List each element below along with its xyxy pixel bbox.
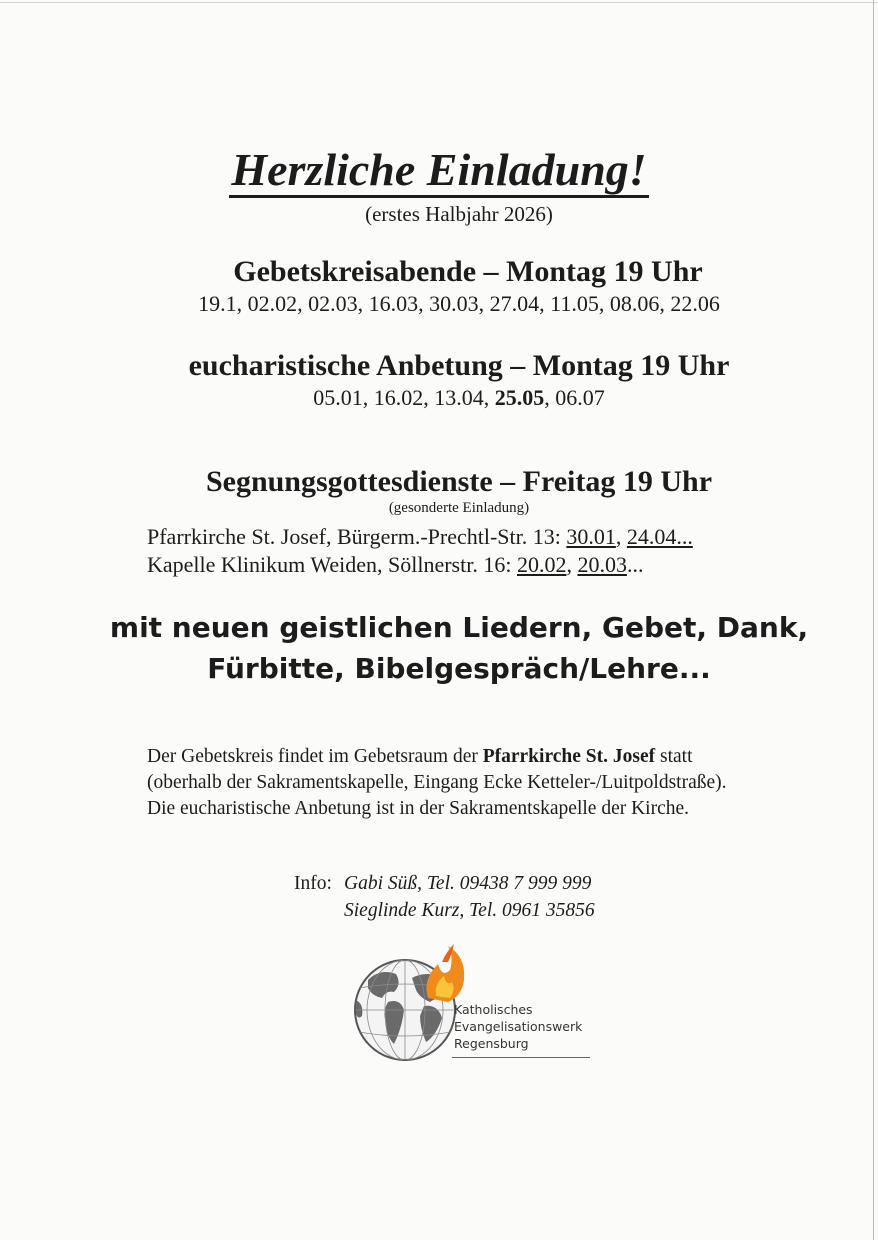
tagline-line-2: Fürbitte, Bibelgespräch/Lehre... — [207, 652, 711, 685]
adoration-date-highlight: 25.05 — [494, 385, 545, 410]
separator: , — [615, 524, 627, 549]
contact-1: Gabi Süß, Tel. 09438 7 999 999 — [344, 873, 592, 894]
prayer-group-heading: Gebetskreisabende – Montag 19 Uhr — [233, 255, 703, 288]
info-label: Info: — [294, 873, 332, 894]
paragraph-text: statt (oberhalb der Sakramentskapelle, Eingang Ecke Ketteler-/Luitpoldstraße). Die eucharistische Anbetung ist in der Sakramentskapelle der Kirche. — [147, 746, 727, 819]
logo-line-2: Evangelisationswerk — [454, 1019, 583, 1034]
tagline-line-1: mit neuen geistlichen Liedern, Gebet, Dank, — [109, 611, 809, 644]
ellipsis: ... — [626, 552, 644, 577]
paragraph-text: Der Gebetskreis findet im Gebetsraum der — [147, 746, 483, 767]
logo-line-3: Regensburg — [454, 1036, 529, 1051]
separator: , — [566, 552, 578, 577]
paragraph-church-name: Pfarrkirche St. Josef — [482, 746, 656, 767]
adoration-dates — [20, 384, 878, 412]
location-label: Kapelle Klinikum Weiden, Söllnerstr. 16: — [147, 552, 517, 577]
blessing-location-2 — [147, 551, 643, 579]
blessing-date: 20.03 — [577, 552, 627, 577]
page-subtitle: (erstes Halbjahr 2026) — [365, 202, 553, 226]
blessing-date: 30.01 — [566, 524, 616, 549]
prayer-group-dates: 19.1, 02.02, 02.03, 16.03, 30.03, 27.04, 11.05, 08.06, 22.06 — [198, 291, 720, 316]
adoration-dates-part: 05.01, 16.02, 13.04, — [313, 385, 495, 410]
page-title: Herzliche Einladung! — [0, 142, 878, 198]
logo-text — [454, 1001, 582, 1052]
logo-underline — [452, 1057, 590, 1058]
adoration-heading: eucharistische Anbetung – Montag 19 Uhr — [188, 349, 730, 382]
adoration-dates-part: , 06.07 — [544, 385, 605, 410]
info-block — [294, 870, 595, 924]
location-label: Pfarrkirche St. Josef, Bürgerm.-Prechtl-Str. 13: — [147, 524, 567, 549]
blessing-note: (gesonderte Einladung) — [388, 500, 530, 516]
blessing-location-1 — [147, 523, 693, 551]
location-paragraph — [147, 744, 737, 822]
logo-line-1: Katholisches — [454, 1002, 533, 1017]
blessing-date: 20.02 — [516, 552, 567, 577]
blessing-heading: Segnungsgottesdienste – Freitag 19 Uhr — [205, 465, 713, 498]
contact-2: Sieglinde Kurz, Tel. 0961 35856 — [344, 900, 595, 921]
blessing-date: 24.04... — [626, 524, 693, 549]
page-edge-top — [0, 2, 878, 3]
